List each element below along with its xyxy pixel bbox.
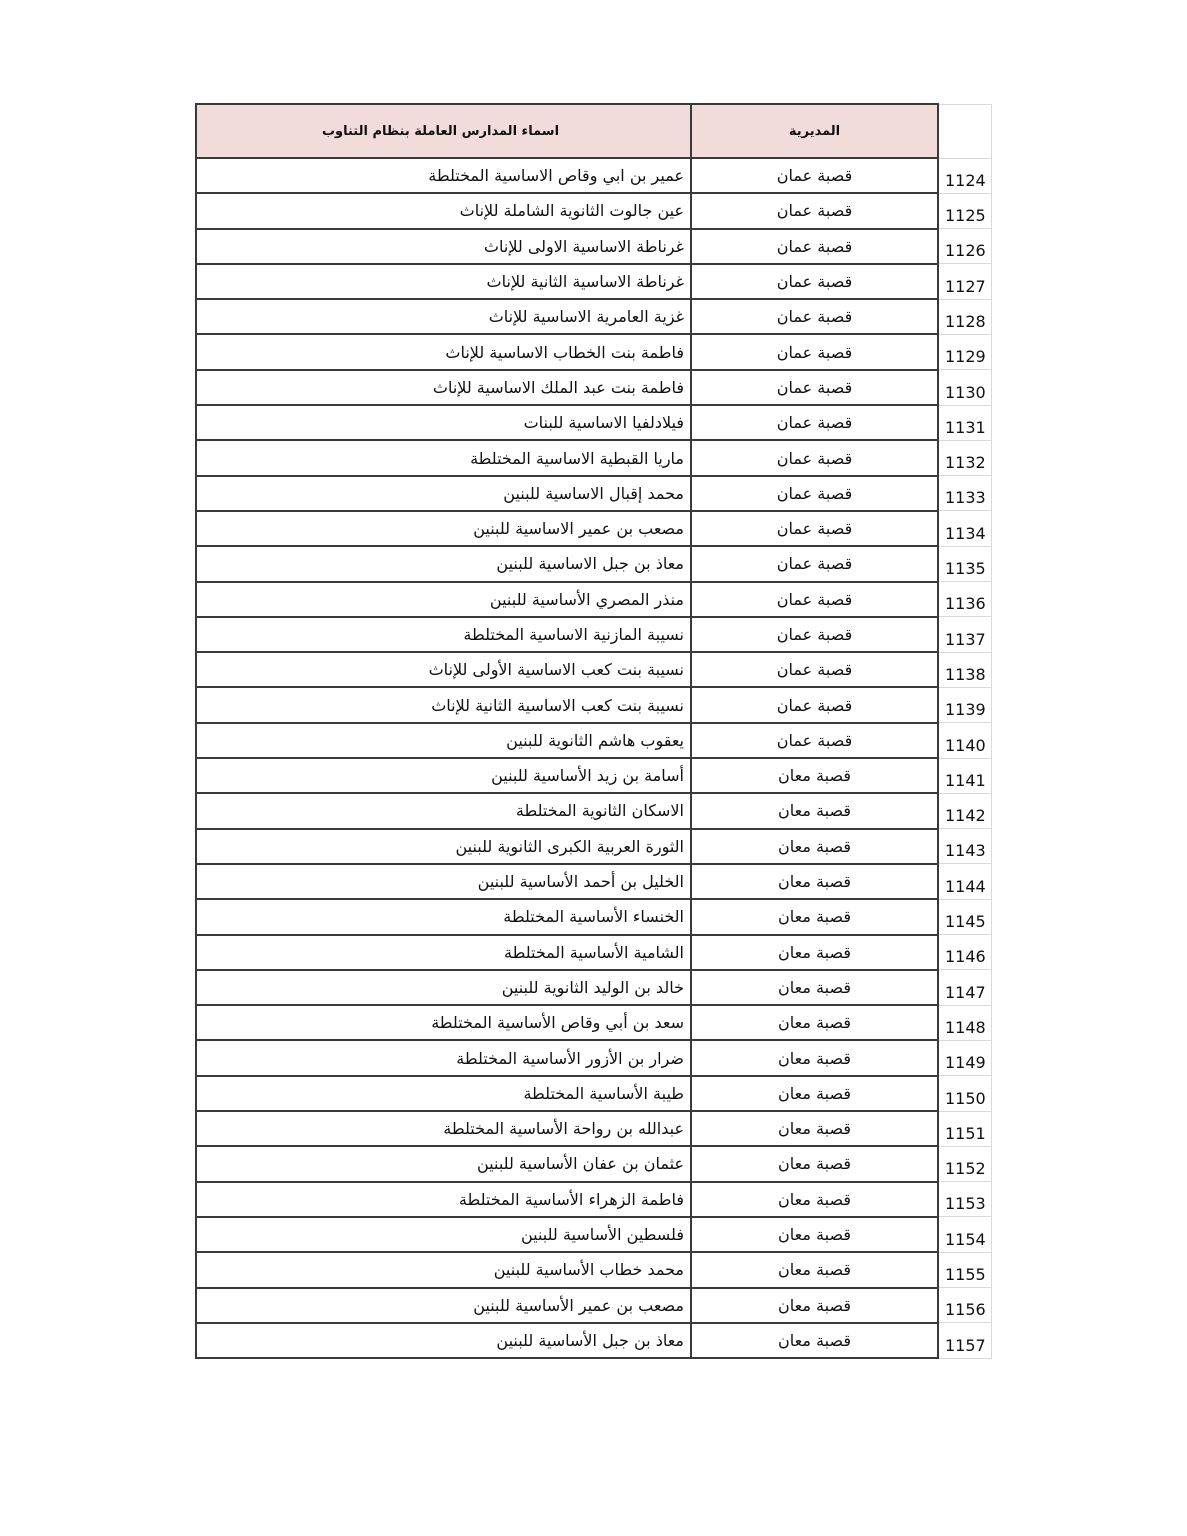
table-row [196,687,991,722]
directorate-cell: قصبة عمان [691,405,938,440]
row-number-cell: 1157 [938,1323,991,1358]
table-row [196,1040,991,1075]
school-name-cell: الشامية الأساسية المختلطة [196,935,691,970]
table-row [196,582,991,617]
row-number-cell: 1134 [938,511,991,546]
school-name-cell: فاطمة بنت الخطاب الاساسية للإناث [196,334,691,369]
row-number-cell: 1145 [938,899,991,934]
directorate-cell: قصبة معان [691,935,938,970]
table-row [196,511,991,546]
directorate-cell: قصبة معان [691,970,938,1005]
directorate-cell: قصبة معان [691,1182,938,1217]
table-row [196,229,991,264]
table-header-row [196,104,991,158]
directorate-cell: قصبة عمان [691,229,938,264]
table-row [196,617,991,652]
table-row [196,264,991,299]
table-row [196,546,991,581]
school-name-cell: عثمان بن عفان الأساسية للبنين [196,1146,691,1181]
row-number-cell: 1127 [938,264,991,299]
table-row [196,158,991,193]
table-row [196,370,991,405]
directorate-cell: قصبة عمان [691,723,938,758]
row-number-cell: 1128 [938,299,991,334]
row-number-cell: 1129 [938,334,991,369]
header-number [938,104,991,158]
school-name-cell: نسيبة بنت كعب الاساسية الأولى للإناث [196,652,691,687]
school-name-cell: الاسكان الثانوية المختلطة [196,793,691,828]
schools-table [195,103,992,1359]
table-row [196,476,991,511]
row-number-cell: 1124 [938,158,991,193]
school-name-cell: محمد خطاب الأساسية للبنين [196,1252,691,1287]
directorate-cell: قصبة معان [691,1076,938,1111]
directorate-cell: قصبة معان [691,829,938,864]
header-directorate: المديرية [691,104,938,158]
row-number-cell: 1133 [938,476,991,511]
school-name-cell: الخليل بن أحمد الأساسية للبنين [196,864,691,899]
school-name-cell: الثورة العربية الكبرى الثانوية للبنين [196,829,691,864]
row-number-cell: 1130 [938,370,991,405]
table-row [196,723,991,758]
school-name-cell: فلسطين الأساسية للبنين [196,1217,691,1252]
row-number-cell: 1126 [938,229,991,264]
row-number-cell: 1151 [938,1111,991,1146]
school-name-cell: عين جالوت الثانوية الشاملة للإناث [196,193,691,228]
directorate-cell: قصبة عمان [691,687,938,722]
school-name-cell: مصعب بن عمير الاساسية للبنين [196,511,691,546]
table-row [196,864,991,899]
directorate-cell: قصبة معان [691,1005,938,1040]
row-number-cell: 1144 [938,864,991,899]
row-number-cell: 1155 [938,1252,991,1287]
directorate-cell: قصبة معان [691,1146,938,1181]
row-number-cell: 1150 [938,1076,991,1111]
table-row [196,1288,991,1323]
table-row [196,440,991,475]
school-name-cell: سعد بن أبي وقاص الأساسية المختلطة [196,1005,691,1040]
directorate-cell: قصبة معان [691,758,938,793]
table-row [196,1323,991,1358]
directorate-cell: قصبة معان [691,1252,938,1287]
school-name-cell: معاذ بن جبل الاساسية للبنين [196,546,691,581]
table-row [196,193,991,228]
table-row [196,1076,991,1111]
directorate-cell: قصبة عمان [691,617,938,652]
row-number-cell: 1148 [938,1005,991,1040]
table-row [196,1005,991,1040]
row-number-cell: 1132 [938,440,991,475]
table-row [196,1182,991,1217]
row-number-cell: 1137 [938,617,991,652]
table-row [196,405,991,440]
school-name-cell: غرناطة الاساسية الاولى للإناث [196,229,691,264]
table-row [196,1111,991,1146]
row-number-cell: 1141 [938,758,991,793]
row-number-cell: 1152 [938,1146,991,1181]
row-number-cell: 1149 [938,1040,991,1075]
directorate-cell: قصبة عمان [691,440,938,475]
row-number-cell: 1142 [938,793,991,828]
row-number-cell: 1135 [938,546,991,581]
school-name-cell: ماريا القبطية الاساسية المختلطة [196,440,691,475]
school-name-cell: الخنساء الأساسية المختلطة [196,899,691,934]
school-name-cell: خالد بن الوليد الثانوية للبنين [196,970,691,1005]
table-row [196,334,991,369]
school-name-cell: يعقوب هاشم الثانوية للبنين [196,723,691,758]
school-name-cell: فيلادلفيا الاساسية للبنات [196,405,691,440]
table-row [196,1217,991,1252]
directorate-cell: قصبة عمان [691,299,938,334]
school-name-cell: نسيبة بنت كعب الاساسية الثانية للإناث [196,687,691,722]
row-number-cell: 1153 [938,1182,991,1217]
school-name-cell: نسيبة المازنية الاساسية المختلطة [196,617,691,652]
row-number-cell: 1125 [938,193,991,228]
directorate-cell: قصبة عمان [691,334,938,369]
school-name-cell: ضرار بن الأزور الأساسية المختلطة [196,1040,691,1075]
school-name-cell: أسامة بن زيد الأساسية للبنين [196,758,691,793]
school-name-cell: عبدالله بن رواحة الأساسية المختلطة [196,1111,691,1146]
school-name-cell: غزية العامرية الاساسية للإناث [196,299,691,334]
school-name-cell: فاطمة الزهراء الأساسية المختلطة [196,1182,691,1217]
table-row [196,793,991,828]
directorate-cell: قصبة عمان [691,370,938,405]
directorate-cell: قصبة عمان [691,476,938,511]
row-number-cell: 1154 [938,1217,991,1252]
row-number-cell: 1143 [938,829,991,864]
school-name-cell: منذر المصري الأساسية للبنين [196,582,691,617]
directorate-cell: قصبة معان [691,899,938,934]
directorate-cell: قصبة معان [691,1111,938,1146]
school-name-cell: طيبة الأساسية المختلطة [196,1076,691,1111]
directorate-cell: قصبة معان [691,793,938,828]
table-row [196,829,991,864]
row-number-cell: 1156 [938,1288,991,1323]
school-name-cell: غرناطة الاساسية الثانية للإناث [196,264,691,299]
directorate-cell: قصبة عمان [691,652,938,687]
row-number-cell: 1131 [938,405,991,440]
directorate-cell: قصبة عمان [691,511,938,546]
school-name-cell: معاذ بن جبل الأساسية للبنين [196,1323,691,1358]
directorate-cell: قصبة معان [691,1288,938,1323]
school-name-cell: فاطمة بنت عبد الملك الاساسية للإناث [196,370,691,405]
directorate-cell: قصبة عمان [691,158,938,193]
table-row [196,935,991,970]
directorate-cell: قصبة معان [691,1040,938,1075]
table-row [196,652,991,687]
row-number-cell: 1139 [938,687,991,722]
row-number-cell: 1136 [938,582,991,617]
table-row [196,1146,991,1181]
row-number-cell: 1140 [938,723,991,758]
table-row [196,899,991,934]
school-name-cell: عمير بن ابي وقاص الاساسية المختلطة [196,158,691,193]
directorate-cell: قصبة معان [691,864,938,899]
row-number-cell: 1138 [938,652,991,687]
table-row [196,1252,991,1287]
school-name-cell: مصعب بن عمير الأساسية للبنين [196,1288,691,1323]
table-row [196,299,991,334]
directorate-cell: قصبة عمان [691,193,938,228]
directorate-cell: قصبة معان [691,1323,938,1358]
directorate-cell: قصبة عمان [691,264,938,299]
table-row [196,758,991,793]
school-name-cell: محمد إقبال الاساسية للبنين [196,476,691,511]
header-school-names: اسماء المدارس العاملة بنظام التناوب [196,104,691,158]
directorate-cell: قصبة عمان [691,582,938,617]
directorate-cell: قصبة عمان [691,546,938,581]
table-row [196,970,991,1005]
directorate-cell: قصبة معان [691,1217,938,1252]
row-number-cell: 1146 [938,935,991,970]
row-number-cell: 1147 [938,970,991,1005]
